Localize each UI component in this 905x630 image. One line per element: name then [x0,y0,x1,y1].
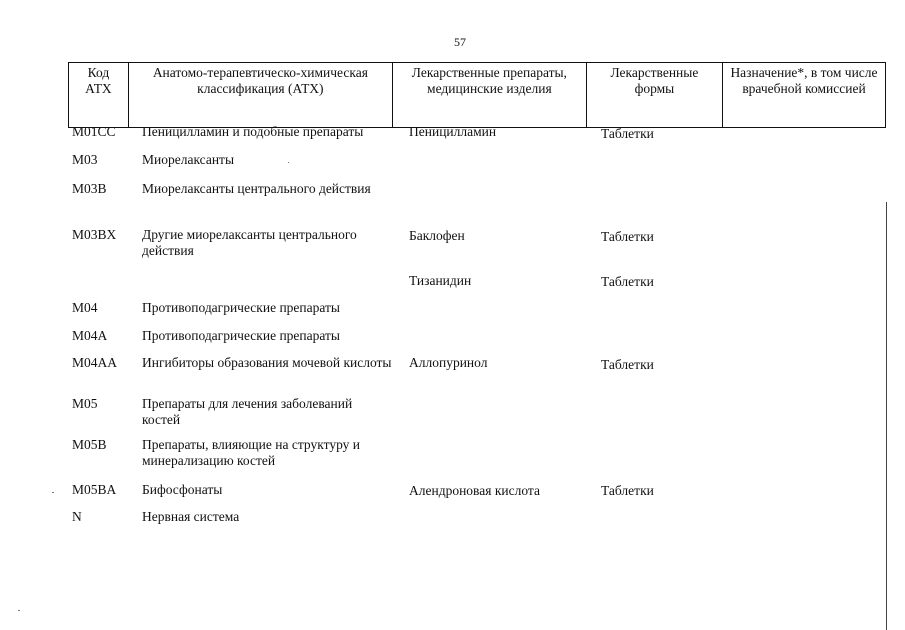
row-code: M04AA [72,355,118,370]
row-drug: Пеницилламин [409,124,497,139]
page-edge-line [886,202,887,630]
row-atc-name: Препараты для лечения заболеваний костей [142,396,353,427]
row-atc-name: Пеницилламин и подобные препараты [142,124,364,139]
row-atc-name: Другие миорелаксанты центрального действия [142,227,357,258]
row-atc-name: Бифосфонаты [142,482,223,497]
row-atc-name: Нервная система [142,509,240,524]
header-purpose: Назначение*, в том числе врачебной комиссией [722,63,885,128]
row-code: M03BX [72,227,117,242]
row-form: Таблетки [601,126,654,141]
page-number: 57 [454,35,466,49]
row-atc-name: Миорелаксанты [142,152,235,167]
row-code: M05B [72,437,107,452]
scan-speck [288,162,289,163]
row-form: Таблетки [601,274,654,289]
row-form: Таблетки [601,229,654,244]
row-code: M03B [72,181,107,196]
row-drug: Баклофен [409,228,465,243]
header-dosage-forms: Лекарственные формы [586,63,722,128]
row-code: M04A [72,328,108,343]
row-form: Таблетки [601,357,654,372]
row-code: M01CC [72,124,116,139]
row-code: M04 [72,300,98,315]
row-code: M03 [72,152,98,167]
row-atc-name: Противоподагрические препараты [142,300,340,315]
row-code: N [72,509,82,524]
header-atc-code: Код АТХ [69,63,129,128]
table-header [68,62,886,128]
row-atc-name: Препараты, влияющие на структуру и минерализацию костей [142,437,361,468]
row-code: M05BA [72,482,117,497]
row-atc-name: Миорелаксанты центрального действия [142,181,371,196]
header-atc-classification: Анатомо-терапевтическо-химическая классификация (АТХ) [128,63,392,128]
row-drug: Аллопуринол [409,355,488,370]
row-form: Таблетки [601,483,654,498]
row-drug: Тизанидин [409,273,472,288]
header-drugs: Лекарственные препараты, медицинские изделия [392,63,586,128]
row-code: M05 [72,396,98,411]
scan-speck [18,610,20,611]
scan-speck [52,492,54,493]
row-atc-name: Противоподагрические препараты [142,328,340,343]
row-drug: Алендроновая кислота [409,483,540,498]
row-atc-name: Ингибиторы образования мочевой кислоты [142,355,392,370]
